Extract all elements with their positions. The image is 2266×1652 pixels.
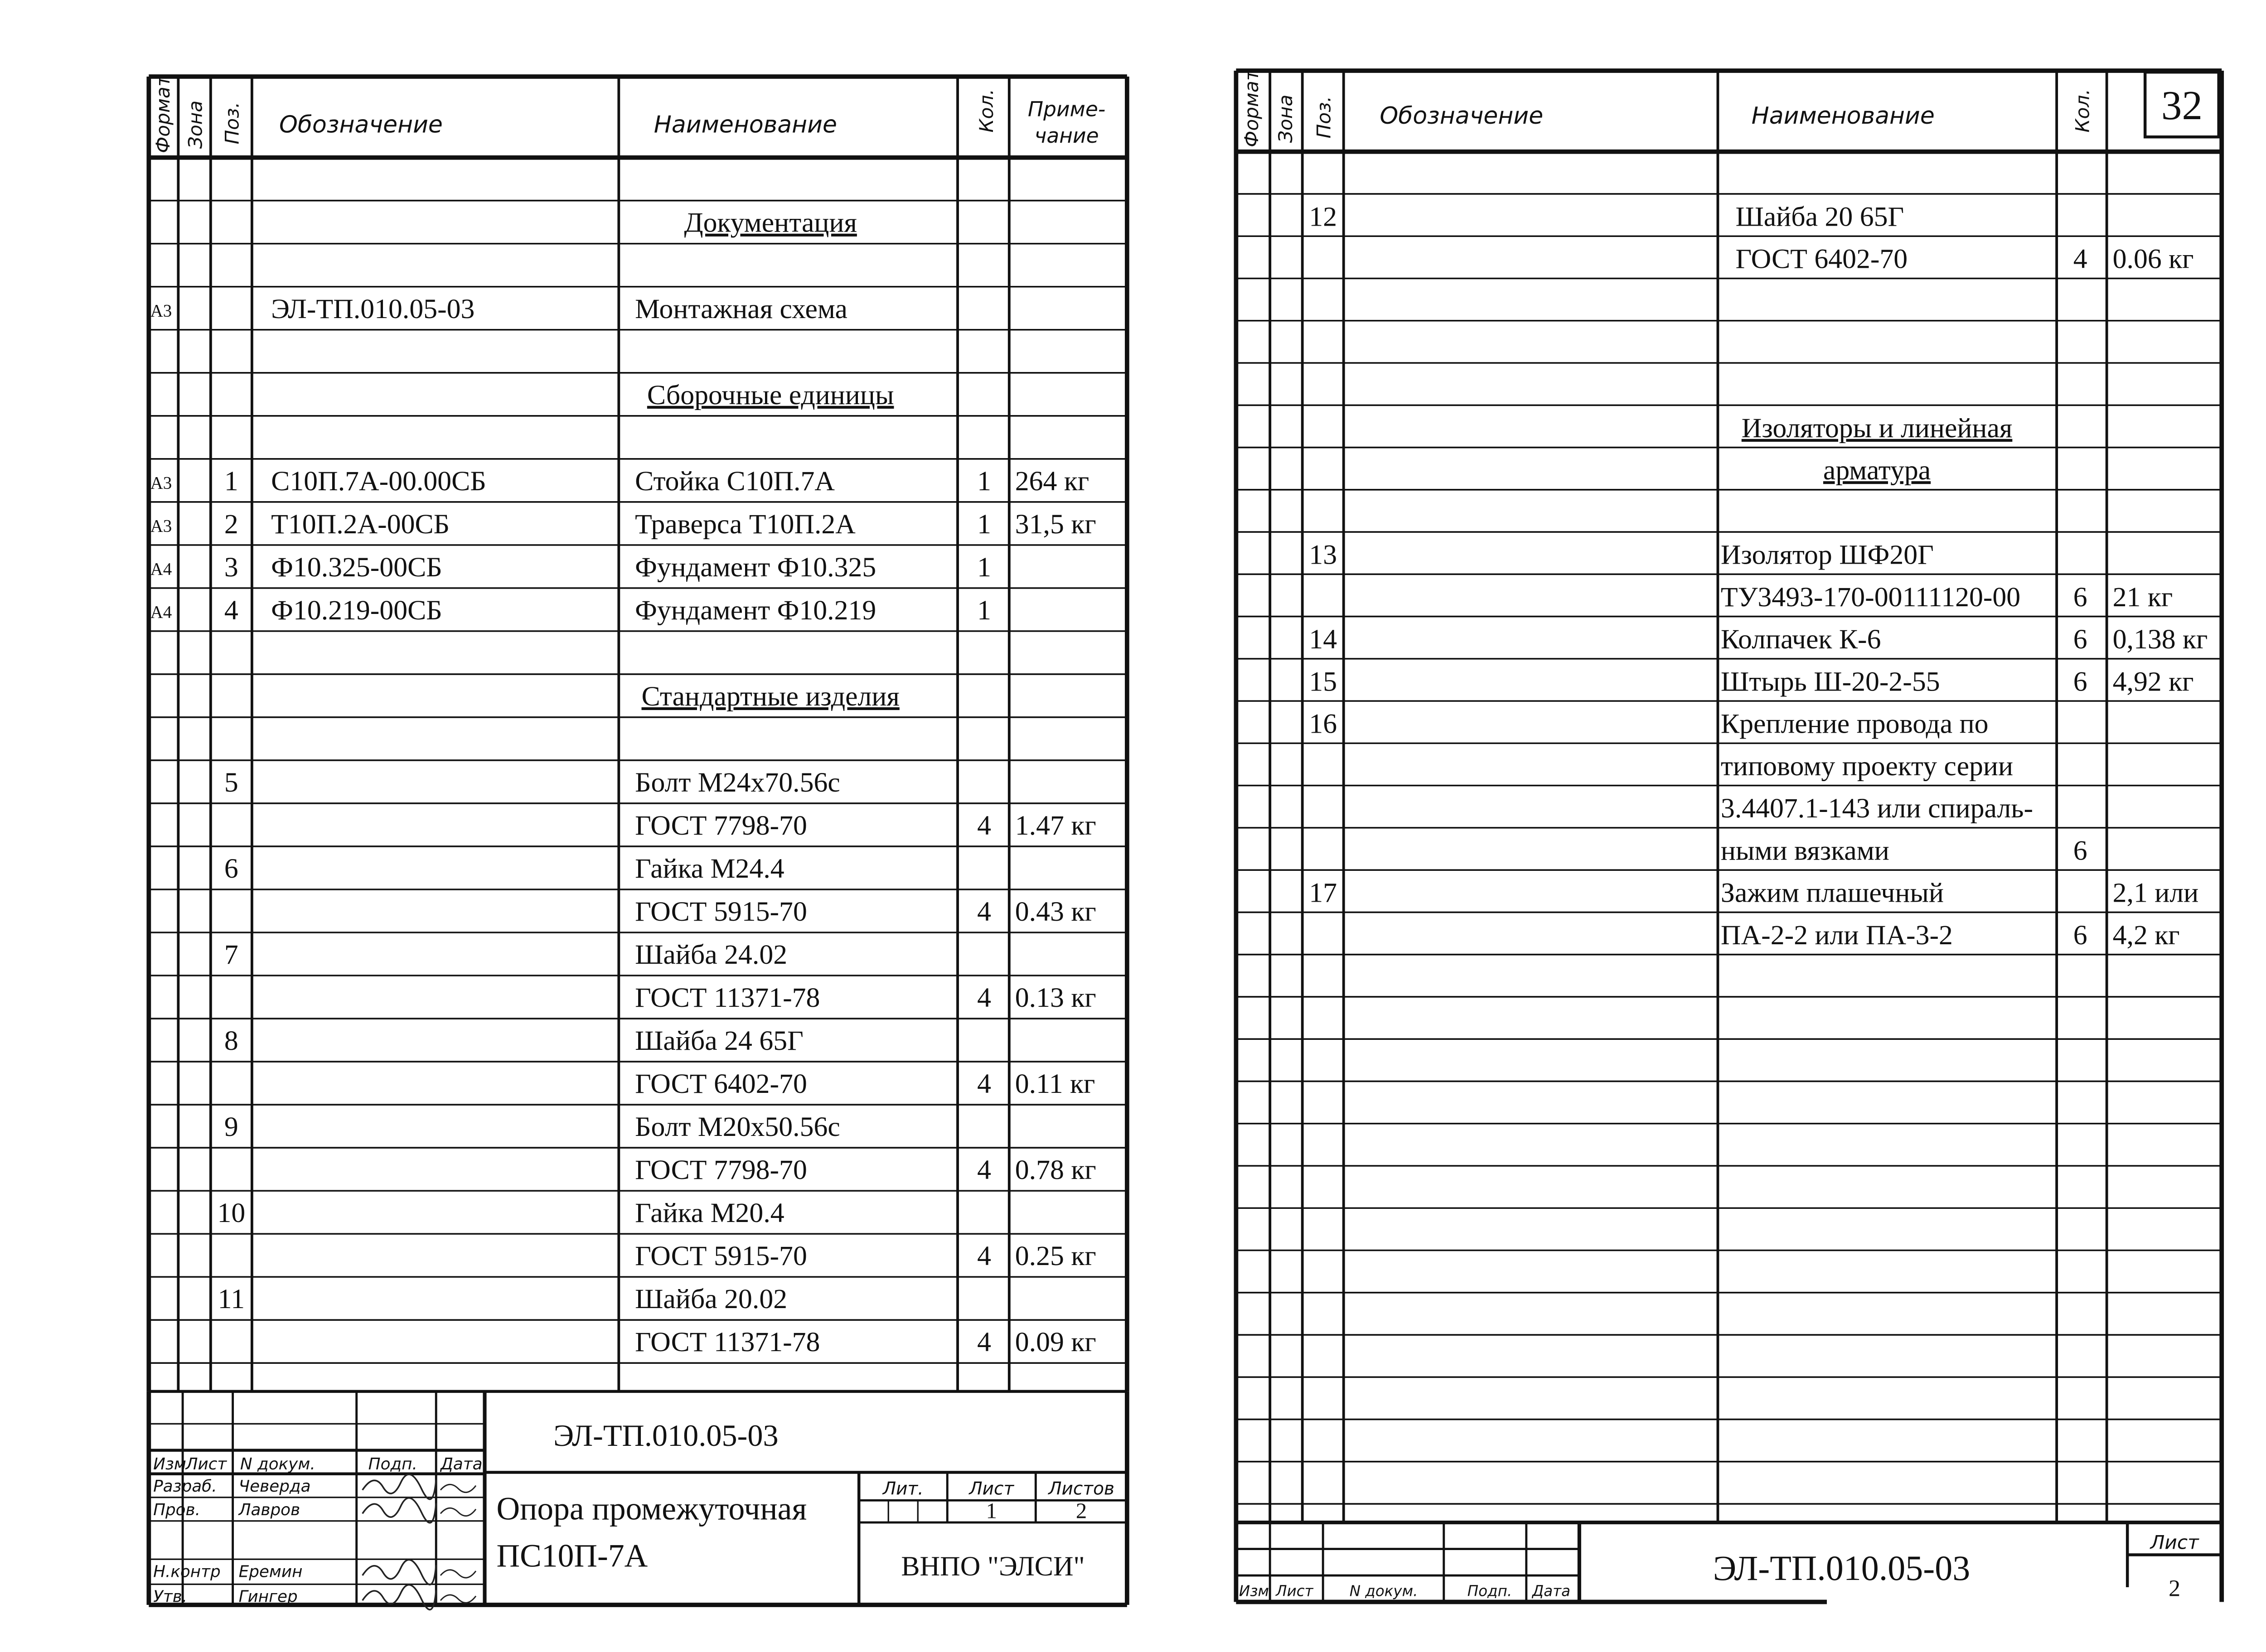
quantity-cell: 6 xyxy=(2073,666,2087,697)
header-designation: Обозначение xyxy=(279,111,443,139)
col-podp: Подп. xyxy=(1467,1582,1512,1600)
note-cell: 4,92 кг xyxy=(2112,666,2194,697)
header-zone: Зона xyxy=(184,100,207,149)
name-cell: Болт М24х70.56с xyxy=(635,767,840,798)
header-name: Наименование xyxy=(1751,102,1935,130)
designation-cell: ЭЛ-ТП.010.05-03 xyxy=(271,293,475,324)
name-cell: Штырь Ш-20-2-55 xyxy=(1720,666,1940,697)
position-cell: 11 xyxy=(218,1284,245,1315)
signer-name: Чеверда xyxy=(238,1477,311,1496)
section-heading: Сборочные единицы xyxy=(647,379,894,411)
note-cell: 0,138 кг xyxy=(2112,624,2208,655)
header-name: Наименование xyxy=(654,111,837,139)
sheets-label: Листов xyxy=(1048,1478,1114,1499)
signer-name: Лавров xyxy=(238,1500,300,1519)
position-cell: 13 xyxy=(1309,539,1337,570)
quantity-cell: 4 xyxy=(977,982,991,1014)
signer-role: Н.контр xyxy=(153,1562,221,1581)
date-mark xyxy=(441,1570,476,1578)
position-cell: 14 xyxy=(1309,624,1337,655)
col-izm: Изм xyxy=(1239,1582,1269,1600)
name-cell: ГОСТ 7798-70 xyxy=(635,810,807,841)
quantity-cell: 4 xyxy=(2073,243,2087,275)
header-pos: Поз. xyxy=(221,101,243,145)
name-cell: Шайба 24 65Г xyxy=(635,1025,804,1057)
quantity-cell: 1 xyxy=(977,508,991,540)
sheet-label: Лист xyxy=(2150,1531,2199,1554)
position-cell: 3 xyxy=(224,551,238,583)
designation-cell: Ф10.325-00СБ xyxy=(271,551,442,583)
signature-mark xyxy=(363,1560,436,1584)
sheet-count: 2 xyxy=(1075,1498,1087,1523)
organization: ВНПО "ЭЛСИ" xyxy=(901,1551,1085,1582)
position-cell: 10 xyxy=(217,1198,246,1229)
col-list: Лист xyxy=(1276,1582,1313,1600)
position-cell: 9 xyxy=(224,1111,238,1143)
position-cell: 6 xyxy=(224,853,238,884)
format-cell: А3 xyxy=(150,516,172,536)
signer-name: Еремин xyxy=(238,1562,303,1581)
name-cell: ТУ3493-170-00111120-00 xyxy=(1720,581,2021,613)
quantity-cell: 6 xyxy=(2073,624,2087,655)
note-cell: 2,1 или xyxy=(2112,877,2199,908)
date-mark xyxy=(441,1508,476,1516)
signer-name: Гингер xyxy=(238,1587,298,1606)
date-mark xyxy=(441,1595,476,1603)
quantity-cell: 1 xyxy=(977,594,991,626)
name-cell: ГОСТ 11371-78 xyxy=(635,1327,820,1358)
header-qty: Кол. xyxy=(975,89,998,133)
signature-mark xyxy=(363,1498,436,1523)
position-cell: 15 xyxy=(1309,666,1337,697)
left-sheet xyxy=(149,75,1127,1609)
title-line-1: Опора промежуточная xyxy=(496,1491,807,1527)
note-cell: 4,2 кг xyxy=(2112,919,2180,951)
position-cell: 2 xyxy=(224,508,238,540)
name-cell: Траверса Т10П.2А xyxy=(635,508,856,540)
name-cell: Фундамент Ф10.325 xyxy=(635,551,876,583)
position-cell: 12 xyxy=(1309,201,1337,232)
name-cell: 3.4407.1-143 или спираль- xyxy=(1720,793,2034,824)
col-data: Дата xyxy=(440,1455,483,1474)
name-cell: Стойка С10П.7А xyxy=(635,465,835,497)
name-cell: Изолятор ШФ20Г xyxy=(1720,539,1934,570)
position-cell: 17 xyxy=(1309,877,1337,908)
sheet-number: 2 xyxy=(2169,1575,2181,1602)
name-cell: Зажим плашечный xyxy=(1720,877,1944,908)
name-cell: ГОСТ 6402-70 xyxy=(1735,243,1908,275)
quantity-cell: 4 xyxy=(977,896,991,927)
note-cell: 0.25 кг xyxy=(1015,1241,1096,1272)
position-cell: 5 xyxy=(224,767,238,798)
name-cell: Колпачек К-6 xyxy=(1720,624,1881,655)
quantity-cell: 6 xyxy=(2073,581,2087,613)
lit-label: Лит. xyxy=(882,1478,924,1499)
note-cell: 0.11 кг xyxy=(1015,1068,1095,1100)
col-ndok: N докум. xyxy=(240,1455,315,1474)
name-cell: Шайба 20.02 xyxy=(635,1284,788,1315)
header-qty: Кол. xyxy=(2071,89,2094,133)
format-cell: А3 xyxy=(150,301,172,321)
note-cell: 21 кг xyxy=(2112,581,2173,613)
position-cell: 4 xyxy=(224,594,238,626)
document-code: ЭЛ-ТП.010.05-03 xyxy=(553,1418,779,1453)
signer-role: Пров. xyxy=(153,1500,200,1519)
header-zone: Зона xyxy=(1274,94,1297,143)
name-cell: ГОСТ 11371-78 xyxy=(635,982,820,1014)
quantity-cell: 4 xyxy=(977,1068,991,1100)
format-cell: А3 xyxy=(150,473,172,493)
signer-role: Утв. xyxy=(153,1587,188,1606)
note-cell: 0.06 кг xyxy=(2112,243,2194,275)
sheet-label: Лист xyxy=(969,1478,1014,1499)
header-note: Приме- xyxy=(1027,97,1106,121)
note-cell: 31,5 кг xyxy=(1015,508,1096,540)
sheet-number: 1 xyxy=(986,1498,997,1523)
page-number: 32 xyxy=(2161,82,2203,129)
header-designation: Обозначение xyxy=(1380,102,1544,130)
quantity-cell: 4 xyxy=(977,810,991,841)
note-cell: 264 кг xyxy=(1015,465,1089,497)
quantity-cell: 4 xyxy=(977,1327,991,1358)
name-cell: Крепление провода по xyxy=(1720,708,1989,739)
name-cell: ГОСТ 5915-70 xyxy=(635,896,807,927)
position-cell: 16 xyxy=(1309,708,1337,739)
right-sheet xyxy=(1236,69,2222,1602)
designation-cell: С10П.7А-00.00СБ xyxy=(271,465,486,497)
title-line-2: ПС10П-7А xyxy=(496,1538,648,1574)
col-podp: Подп. xyxy=(368,1455,417,1474)
section-heading: Изоляторы и линейная xyxy=(1741,412,2013,444)
format-cell: А4 xyxy=(150,559,172,579)
col-izm: Изм xyxy=(153,1455,186,1474)
name-cell: ГОСТ 5915-70 xyxy=(635,1241,807,1272)
document-code: ЭЛ-ТП.010.05-03 xyxy=(1713,1548,1971,1588)
quantity-cell: 1 xyxy=(977,551,991,583)
name-cell: Шайба 24.02 xyxy=(635,939,788,971)
name-cell: Болт М20х50.56с xyxy=(635,1111,840,1143)
quantity-cell: 6 xyxy=(2073,835,2087,866)
signer-role: Разраб. xyxy=(153,1477,217,1496)
position-cell: 8 xyxy=(224,1025,238,1057)
name-cell: Гайка М20.4 xyxy=(635,1198,784,1229)
name-cell: Фундамент Ф10.219 xyxy=(635,594,876,626)
name-cell: Гайка М24.4 xyxy=(635,853,784,884)
header-format: Формат xyxy=(151,75,174,153)
note-cell: 0.78 кг xyxy=(1015,1154,1096,1186)
quantity-cell: 6 xyxy=(2073,919,2087,951)
note-cell: 0.43 кг xyxy=(1015,896,1096,927)
note-cell: 1.47 кг xyxy=(1015,810,1096,841)
quantity-cell: 4 xyxy=(977,1241,991,1272)
date-mark xyxy=(441,1484,476,1492)
header-format: Формат xyxy=(1240,69,1263,147)
col-ndok: N докум. xyxy=(1349,1582,1418,1600)
designation-cell: Ф10.219-00СБ xyxy=(271,594,442,626)
format-cell: А4 xyxy=(150,602,172,622)
name-cell: Шайба 20 65Г xyxy=(1735,201,1904,232)
note-cell: 0.09 кг xyxy=(1015,1327,1096,1358)
name-cell: ГОСТ 7798-70 xyxy=(635,1154,807,1186)
position-cell: 1 xyxy=(224,465,238,497)
name-cell: ГОСТ 6402-70 xyxy=(635,1068,807,1100)
section-heading: Стандартные изделия xyxy=(641,681,900,712)
col-data: Дата xyxy=(1532,1582,1571,1600)
note-cell: 0.13 кг xyxy=(1015,982,1096,1014)
section-heading: арматура xyxy=(1823,455,1931,486)
header-pos: Поз. xyxy=(1312,96,1335,139)
name-cell: ПА-2-2 или ПА-3-2 xyxy=(1720,919,1953,951)
header-note: чание xyxy=(1034,124,1099,148)
position-cell: 7 xyxy=(224,939,238,971)
quantity-cell: 1 xyxy=(977,465,991,497)
quantity-cell: 4 xyxy=(977,1154,991,1186)
section-heading: Документация xyxy=(684,207,857,238)
designation-cell: Т10П.2А-00СБ xyxy=(271,508,450,540)
name-cell: Монтажная схема xyxy=(635,293,847,324)
name-cell: ными вязками xyxy=(1720,835,1889,866)
signature-mark xyxy=(363,1474,436,1499)
name-cell: типовому проекту серии xyxy=(1720,750,2014,782)
col-list: Лист xyxy=(185,1455,227,1474)
